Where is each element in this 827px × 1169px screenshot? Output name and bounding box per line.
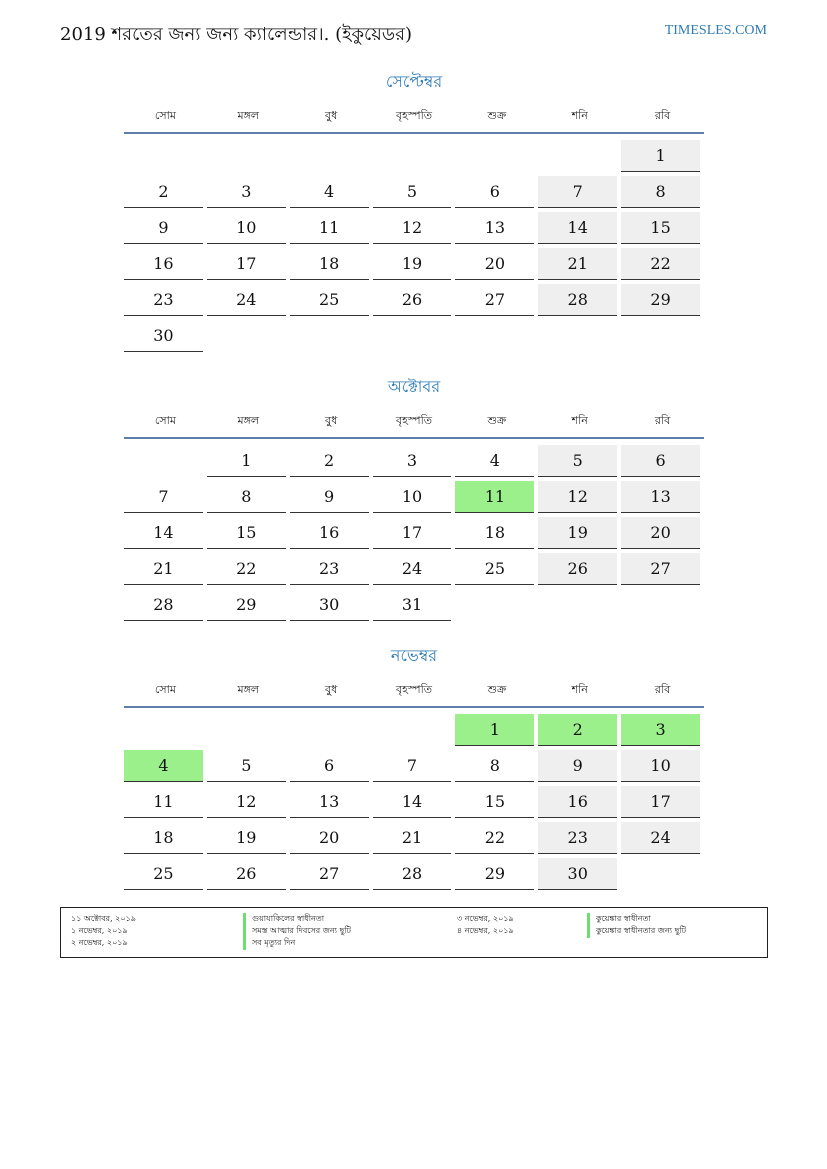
day-cell [373, 443, 456, 479]
legend-holiday-name: সমস্ত আত্মার দিবসের জন্য ছুটি [243, 925, 351, 938]
weekday-header [124, 411, 704, 439]
day-cell [538, 748, 621, 784]
day-number: 7 [373, 750, 452, 782]
month-title: অক্টোবর [387, 377, 441, 396]
weekday-label: সোম [154, 414, 176, 427]
day-number: 2 [290, 445, 369, 477]
month-september [124, 72, 704, 354]
day-number: 28 [124, 589, 203, 621]
day-cell [373, 210, 456, 246]
weekday-label: মঙ্গল [237, 109, 260, 122]
empty-cell [124, 712, 207, 748]
day-cell [290, 820, 373, 856]
day-number: 8 [621, 176, 700, 208]
weekday-label: মঙ্গল [237, 683, 260, 696]
day-cell [621, 246, 704, 282]
day-number: 2 [124, 176, 203, 208]
week-row [124, 174, 704, 210]
day-number: 21 [538, 248, 617, 280]
page-title: 2019 শরতের জন্য জন্য ক্যালেন্ডার।. (ইকুয়েডর) [60, 24, 413, 45]
day-cell [207, 748, 290, 784]
empty-cell [455, 318, 538, 354]
day-number: 15 [207, 517, 286, 549]
site-link[interactable]: TIMESLES.COM [664, 23, 767, 38]
day-cell [455, 479, 538, 515]
week-row [124, 784, 704, 820]
day-cell [621, 784, 704, 820]
day-cell [455, 551, 538, 587]
month-november [124, 646, 704, 892]
day-number: 5 [373, 176, 452, 208]
day-number: 6 [290, 750, 369, 782]
day-number: 16 [538, 786, 617, 818]
day-number: 22 [621, 248, 700, 280]
day-number: 27 [455, 284, 534, 316]
weekday-label: শুক্র [487, 414, 507, 427]
day-number: 11 [124, 786, 203, 818]
day-cell [538, 210, 621, 246]
weekday-label: বুধ [325, 683, 338, 696]
weekday-label: রবি [654, 683, 671, 696]
day-cell [373, 246, 456, 282]
weekday-label: শনি [571, 109, 588, 122]
month-title: নভেম্বর [390, 646, 438, 665]
day-cell [207, 479, 290, 515]
day-cell [290, 784, 373, 820]
day-cell [207, 551, 290, 587]
day-number: 6 [621, 445, 700, 477]
empty-cell [621, 587, 704, 623]
day-cell [207, 246, 290, 282]
legend-holiday-name: গুয়াযাকিলের স্বাধীনতা [243, 913, 324, 926]
day-cell [455, 282, 538, 318]
week-row [124, 712, 704, 748]
day-cell [373, 515, 456, 551]
day-cell [290, 443, 373, 479]
day-number: 19 [373, 248, 452, 280]
day-cell [124, 246, 207, 282]
day-number: 23 [290, 553, 369, 585]
legend-date: ২ নভেম্বর, ২০১৯ [71, 938, 128, 947]
day-cell [124, 210, 207, 246]
day-number: 8 [207, 481, 286, 513]
day-grid [124, 138, 704, 354]
weekday-label: সোম [154, 109, 176, 122]
day-number: 17 [207, 248, 286, 280]
day-cell [373, 479, 456, 515]
day-number: 29 [621, 284, 700, 316]
day-cell [621, 210, 704, 246]
day-cell [124, 479, 207, 515]
day-cell [455, 515, 538, 551]
day-cell [124, 748, 207, 784]
day-number: 13 [290, 786, 369, 818]
week-row [124, 515, 704, 551]
day-number: 29 [455, 858, 534, 890]
week-row [124, 479, 704, 515]
legend-date: ৪ নভেম্বর, ২০১৯ [457, 926, 514, 935]
day-number: 10 [373, 481, 452, 513]
month-title: সেপ্টেম্বর [385, 72, 443, 91]
day-cell [373, 174, 456, 210]
empty-cell [373, 712, 456, 748]
day-cell [290, 210, 373, 246]
day-cell [538, 443, 621, 479]
day-number: 1 [455, 714, 534, 746]
empty-cell [373, 138, 456, 174]
day-cell [455, 174, 538, 210]
day-cell [455, 210, 538, 246]
day-number: 10 [207, 212, 286, 244]
day-cell [538, 174, 621, 210]
legend-date: ১১ অক্টোবর, ২০১৯ [71, 914, 136, 923]
day-number: 20 [621, 517, 700, 549]
day-number: 15 [455, 786, 534, 818]
day-cell [124, 282, 207, 318]
day-cell [538, 246, 621, 282]
day-number: 26 [538, 553, 617, 585]
day-number: 3 [207, 176, 286, 208]
weekday-label: রবি [654, 109, 671, 122]
weekday-label: শুক্র [487, 109, 507, 122]
day-number: 31 [373, 589, 452, 621]
day-cell [373, 587, 456, 623]
day-number: 11 [290, 212, 369, 244]
day-cell [455, 856, 538, 892]
day-number: 24 [373, 553, 452, 585]
day-number: 13 [455, 212, 534, 244]
day-number: 30 [290, 589, 369, 621]
day-cell [455, 784, 538, 820]
day-cell [621, 515, 704, 551]
day-number: 6 [455, 176, 534, 208]
day-number: 4 [455, 445, 534, 477]
day-number: 14 [124, 517, 203, 549]
day-cell [621, 712, 704, 748]
empty-cell [124, 138, 207, 174]
day-number: 1 [207, 445, 286, 477]
day-number: 5 [538, 445, 617, 477]
day-number: 30 [538, 858, 617, 890]
day-number: 17 [373, 517, 452, 549]
day-cell [373, 282, 456, 318]
day-cell [621, 138, 704, 174]
day-number: 21 [373, 822, 452, 854]
day-number: 27 [621, 553, 700, 585]
weekday-header [124, 680, 704, 708]
day-cell [373, 820, 456, 856]
day-cell [207, 784, 290, 820]
day-number: 7 [124, 481, 203, 513]
holiday-legend [60, 907, 768, 958]
weekday-label: বৃহস্পতি [396, 414, 432, 427]
weekday-label: সোম [154, 683, 176, 696]
day-cell [207, 587, 290, 623]
day-cell [124, 820, 207, 856]
empty-cell [290, 318, 373, 354]
day-number: 1 [621, 140, 700, 172]
weekday-header [124, 106, 704, 134]
day-cell [538, 479, 621, 515]
day-number: 22 [455, 822, 534, 854]
weekday-label: মঙ্গল [237, 414, 260, 427]
empty-cell [621, 856, 704, 892]
day-cell [207, 856, 290, 892]
day-cell [538, 712, 621, 748]
day-number: 5 [207, 750, 286, 782]
day-number: 21 [124, 553, 203, 585]
day-cell [290, 856, 373, 892]
day-cell [373, 784, 456, 820]
day-number: 18 [455, 517, 534, 549]
day-number: 27 [290, 858, 369, 890]
month-october [124, 377, 704, 623]
day-number: 9 [290, 481, 369, 513]
legend-date: ৩ নভেম্বর, ২০১৯ [457, 914, 514, 923]
day-number: 17 [621, 786, 700, 818]
day-cell [455, 820, 538, 856]
legend-holiday-name: সব মৃত্যুর দিন [243, 937, 295, 950]
day-number: 4 [124, 750, 203, 782]
day-cell [621, 479, 704, 515]
day-grid [124, 443, 704, 623]
day-number: 9 [538, 750, 617, 782]
day-number: 23 [538, 822, 617, 854]
week-row [124, 138, 704, 174]
day-number: 19 [207, 822, 286, 854]
day-cell [290, 174, 373, 210]
day-number: 20 [455, 248, 534, 280]
week-row [124, 443, 704, 479]
day-cell [455, 443, 538, 479]
week-row [124, 210, 704, 246]
day-cell [290, 515, 373, 551]
day-cell [621, 174, 704, 210]
day-number: 22 [207, 553, 286, 585]
empty-cell [207, 138, 290, 174]
day-cell [290, 587, 373, 623]
empty-cell [538, 138, 621, 174]
day-grid [124, 712, 704, 892]
empty-cell [290, 138, 373, 174]
day-cell [455, 748, 538, 784]
day-cell [290, 551, 373, 587]
day-number: 14 [373, 786, 452, 818]
day-number: 4 [290, 176, 369, 208]
day-number: 2 [538, 714, 617, 746]
weekday-label: শনি [571, 414, 588, 427]
day-cell [538, 856, 621, 892]
day-cell [290, 748, 373, 784]
day-cell [538, 515, 621, 551]
empty-cell [621, 318, 704, 354]
day-number: 29 [207, 589, 286, 621]
day-cell [290, 479, 373, 515]
day-cell [207, 443, 290, 479]
empty-cell [124, 443, 207, 479]
day-number: 28 [538, 284, 617, 316]
week-row [124, 318, 704, 354]
day-cell [538, 282, 621, 318]
day-cell [373, 856, 456, 892]
day-cell [124, 551, 207, 587]
day-number: 13 [621, 481, 700, 513]
day-number: 20 [290, 822, 369, 854]
day-number: 19 [538, 517, 617, 549]
day-cell [207, 820, 290, 856]
day-cell [621, 443, 704, 479]
empty-cell [290, 712, 373, 748]
day-number: 10 [621, 750, 700, 782]
day-cell [124, 784, 207, 820]
week-row [124, 246, 704, 282]
day-cell [538, 784, 621, 820]
day-cell [124, 515, 207, 551]
day-number: 25 [455, 553, 534, 585]
empty-cell [538, 318, 621, 354]
day-cell [455, 246, 538, 282]
day-cell [538, 551, 621, 587]
day-number: 26 [207, 858, 286, 890]
day-cell [124, 318, 207, 354]
day-cell [207, 210, 290, 246]
day-number: 15 [621, 212, 700, 244]
day-cell [373, 551, 456, 587]
week-row [124, 282, 704, 318]
day-number: 18 [290, 248, 369, 280]
day-cell [621, 282, 704, 318]
weekday-label: বুধ [325, 109, 338, 122]
day-cell [290, 246, 373, 282]
day-cell [124, 587, 207, 623]
day-number: 23 [124, 284, 203, 316]
day-cell [124, 174, 207, 210]
empty-cell [373, 318, 456, 354]
weekday-label: বৃহস্পতি [396, 683, 432, 696]
weekday-label: শুক্র [487, 683, 507, 696]
week-row [124, 587, 704, 623]
day-cell [290, 282, 373, 318]
empty-cell [207, 712, 290, 748]
day-cell [207, 515, 290, 551]
week-row [124, 820, 704, 856]
day-number: 18 [124, 822, 203, 854]
week-row [124, 856, 704, 892]
weekday-label: বৃহস্পতি [396, 109, 432, 122]
day-cell [455, 712, 538, 748]
day-cell [373, 748, 456, 784]
weekday-label: বুধ [325, 414, 338, 427]
day-number: 24 [621, 822, 700, 854]
day-number: 25 [124, 858, 203, 890]
empty-cell [538, 587, 621, 623]
day-number: 16 [290, 517, 369, 549]
weekday-label: শনি [571, 683, 588, 696]
day-number: 16 [124, 248, 203, 280]
day-cell [207, 282, 290, 318]
day-cell [124, 856, 207, 892]
day-number: 28 [373, 858, 452, 890]
weekday-label: রবি [654, 414, 671, 427]
day-cell [538, 820, 621, 856]
day-number: 3 [373, 445, 452, 477]
day-number: 9 [124, 212, 203, 244]
day-number: 25 [290, 284, 369, 316]
empty-cell [207, 318, 290, 354]
day-cell [621, 551, 704, 587]
day-number: 26 [373, 284, 452, 316]
day-cell [621, 748, 704, 784]
day-number: 24 [207, 284, 286, 316]
day-number: 11 [455, 481, 534, 513]
empty-cell [455, 587, 538, 623]
empty-cell [455, 138, 538, 174]
day-number: 14 [538, 212, 617, 244]
day-number: 12 [538, 481, 617, 513]
day-number: 12 [373, 212, 452, 244]
day-number: 30 [124, 320, 203, 352]
legend-holiday-name: কুয়েঙ্কার স্বাধীনতা [587, 913, 651, 926]
day-number: 3 [621, 714, 700, 746]
day-number: 12 [207, 786, 286, 818]
day-number: 7 [538, 176, 617, 208]
week-row [124, 551, 704, 587]
day-cell [621, 820, 704, 856]
legend-date: ১ নভেম্বর, ২০১৯ [71, 926, 128, 935]
day-cell [207, 174, 290, 210]
legend-holiday-name: কুয়েঙ্কার স্বাধীনতার জন্য ছুটি [587, 925, 686, 938]
week-row [124, 748, 704, 784]
day-number: 8 [455, 750, 534, 782]
